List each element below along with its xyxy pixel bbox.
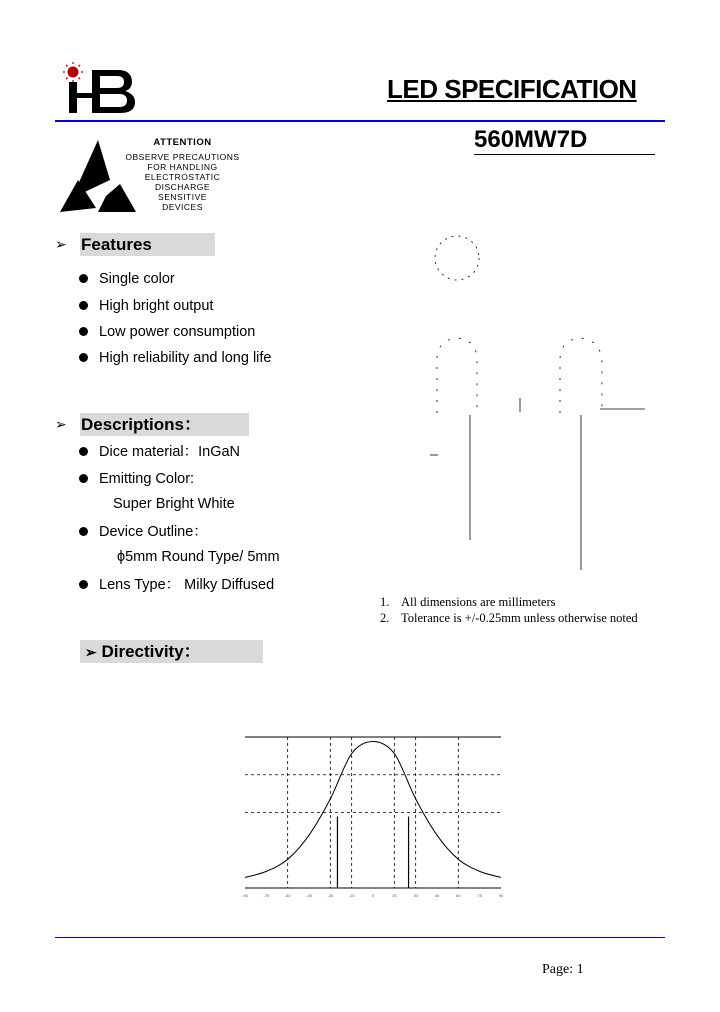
page-number: Page: 1 (542, 962, 584, 977)
descriptions-heading-text: Descriptions： (81, 415, 201, 434)
footer-rule (55, 937, 665, 938)
arrow-bullet-icon: ➢ (85, 644, 97, 660)
chart-tick-label: -15 (348, 893, 355, 898)
chart-tick-label: -30 (327, 893, 334, 898)
emitting-color-label: Emitting Color: (99, 471, 195, 487)
chart-tick-label: -75 (263, 893, 270, 898)
feature-text: High bright output (99, 298, 214, 314)
esd-line: DISCHARGE (154, 182, 211, 192)
chart-tick-label: 75 (477, 893, 482, 898)
chart-tick-label: 60 (456, 893, 461, 898)
chart-tick-label: 30 (413, 893, 418, 898)
dice-material: Dice material：InGaN (99, 444, 241, 460)
model-number: 560MW7D (474, 126, 655, 155)
chart-tick-label: -60 (284, 893, 291, 898)
device-outline-value: ϕ5mm Round Type/ 5mm (117, 549, 280, 565)
arrow-bullet-icon: ➢ (55, 416, 67, 432)
esd-line: DEVICES (162, 202, 203, 212)
feature-text: High reliability and long life (99, 350, 272, 366)
arrow-bullet-icon: ➢ (55, 236, 67, 252)
chart-tick-label: -45 (306, 893, 312, 898)
feature-text: Low power consumption (99, 324, 256, 340)
emitting-color-value: Super Bright White (113, 496, 235, 512)
chart-tick-label: 15 (392, 893, 397, 898)
chart-tick-label: -90 (242, 893, 248, 898)
esd-line: SENSITIVE (158, 192, 207, 202)
feature-text: Single color (99, 271, 175, 287)
note-text: Tolerance is +/-0.25mm unless otherwise noted (401, 611, 638, 625)
directivity-heading-text: Directivity： (101, 642, 201, 661)
note-number: 1. (380, 595, 390, 609)
note-number: 2. (380, 611, 390, 625)
esd-line: ELECTROSTATIC (144, 172, 221, 182)
document-title: LED SPECIFICATION (387, 74, 637, 104)
note-text: All dimensions are millimeters (401, 595, 556, 609)
esd-heading: ATTENTION (153, 137, 212, 148)
lens-type: Lens Type： Milky Diffused (99, 577, 275, 593)
chart-series-line (245, 742, 501, 878)
chart-tick-label: 90 (498, 893, 504, 898)
device-outline-label: Device Outline： (99, 524, 208, 540)
features-heading-text: Features (81, 235, 152, 254)
chart-tick-label: 0 (371, 893, 375, 898)
esd-line: FOR HANDLING (147, 162, 218, 172)
esd-line: OBSERVE PRECAUTIONS (125, 152, 240, 162)
chart-tick-label: 45 (434, 893, 440, 898)
